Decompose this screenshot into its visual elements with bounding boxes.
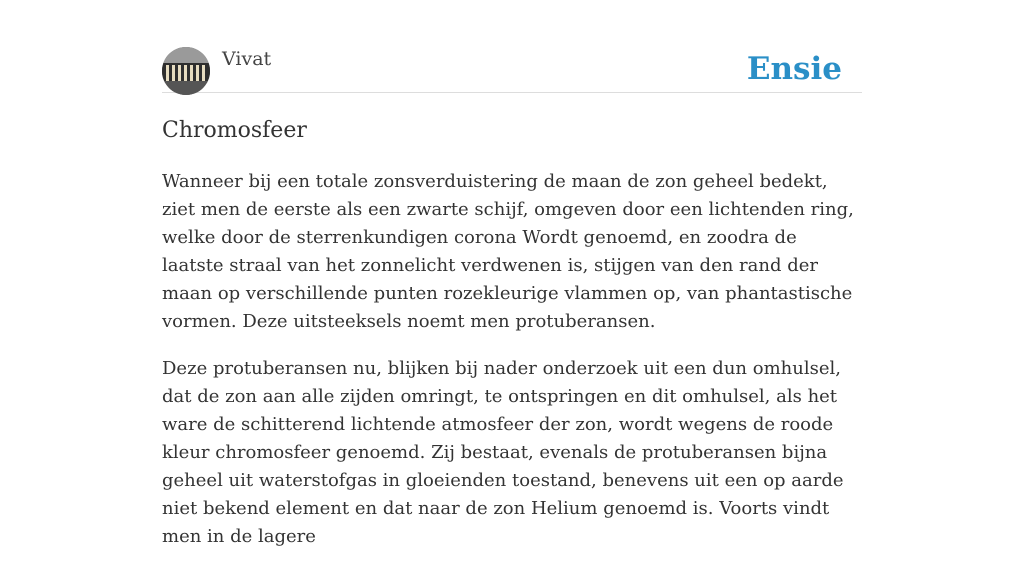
- author-avatar[interactable]: [162, 47, 210, 95]
- paragraph: Deze protuberansen nu, blijken bij nader onderzoek uit een dun omhulsel, dat de zon aan alle zijden omringt, te ontspringen en dit omhulsel, als het ware de schitterend lichtende atmosfeer der zon, wordt wegens de roode kleur chromosfeer genoemd. Zij bestaat, evenals de protuberansen bijna geheel uit waterstofgas in gloeienden toestand, benevens uit een op aarde niet bekend element en dat naar de zon Helium genoemd is. Voorts vindt men in de lagere: [162, 358, 844, 547]
- book-spines-avatar-icon: [162, 47, 210, 95]
- site-header: [162, 47, 862, 93]
- paragraph: Wanneer bij een totale zonsverduistering de maan de zon geheel bedekt, ziet men de eerste als een zwarte schijf, omgeven door een lichtenden ring, welke door de sterrenkundigen corona Wordt genoemd, en zoodra de laatste straal van het zonnelicht verdwenen is, stijgen van den rand der maan op verschillende punten rozekleurige vlammen op, van phantastische vormen. Deze uitsteeksels noemt men protuberansen.: [162, 171, 854, 332]
- article-body: [162, 168, 862, 570]
- page-title: Chromosfeer: [162, 118, 307, 143]
- author-name[interactable]: Vivat: [222, 48, 272, 70]
- brand-logo[interactable]: Ensie: [746, 51, 842, 87]
